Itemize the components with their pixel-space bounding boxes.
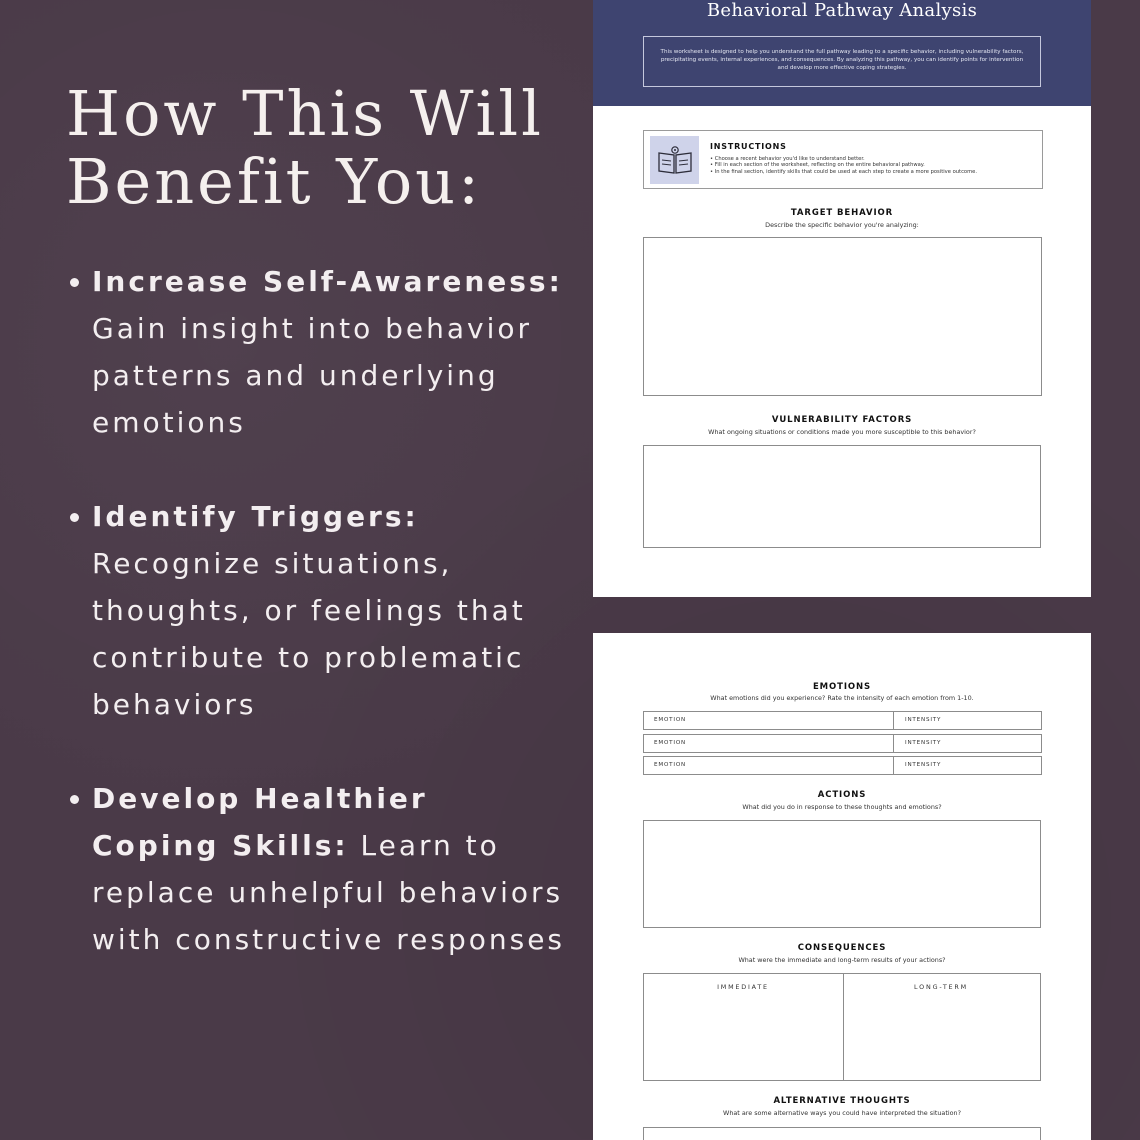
immediate-column: IMMEDIATE — [717, 983, 769, 991]
headline — [66, 77, 566, 218]
benefit-text: Gain insight into behavior patterns and underlying emotions — [92, 312, 533, 439]
emotion-row[interactable] — [643, 756, 1042, 775]
benefit-item — [66, 258, 566, 446]
instruction-item: • Fill in each section of the worksheet, reflecting on the entire behavioral pathway. — [710, 162, 977, 168]
actions-subtitle: What did you do in response to these thoughts and emotions? — [742, 803, 942, 811]
consequences-title: CONSEQUENCES — [797, 943, 887, 953]
benefit-text: Recognize situations, thoughts, or feelings that contribute to problematic behaviors — [92, 547, 526, 721]
emotions-subtitle: What emotions did you experience? Rate the intensity of each emotion from 1-10. — [710, 694, 974, 702]
instructions-box — [643, 130, 1043, 189]
headline-line2: Benefit You: — [66, 145, 482, 218]
emotion-row[interactable] — [643, 734, 1042, 753]
emotions-title: EMOTIONS — [812, 682, 872, 692]
target-behavior-field[interactable] — [643, 237, 1042, 396]
emotion-row[interactable] — [643, 711, 1042, 730]
consequences-subtitle: What were the immediate and long-term results of your actions? — [738, 956, 946, 964]
benefits-list — [66, 258, 566, 963]
benefit-item — [66, 775, 566, 963]
emotion-label: EMOTION — [654, 740, 687, 746]
emotion-label: EMOTION — [654, 717, 687, 723]
alternative-thoughts-subtitle: What are some alternative ways you could have interpreted the situation? — [723, 1109, 961, 1117]
instructions-title: INSTRUCTIONS — [710, 142, 787, 151]
alternative-thoughts-title: ALTERNATIVE THOUGHTS — [773, 1096, 911, 1106]
benefit-title: Identify Triggers: — [92, 500, 419, 533]
actions-title: ACTIONS — [817, 790, 867, 800]
worksheet-page-1 — [593, 0, 1091, 597]
worksheet-page-2 — [593, 633, 1091, 1140]
benefit-title: Develop Healthier Coping Skills: — [92, 782, 428, 862]
actions-field[interactable] — [643, 820, 1041, 928]
vulnerability-subtitle: What ongoing situations or conditions made you more susceptible to this behavior? — [708, 428, 976, 436]
instruction-item: • Choose a recent behavior you'd like to understand better. — [710, 156, 977, 162]
benefit-item — [66, 493, 566, 728]
alternative-thoughts-field[interactable] — [643, 1127, 1041, 1140]
consequences-table[interactable] — [643, 973, 1041, 1081]
headline-line1: How This Will — [66, 77, 544, 150]
worksheet-header — [593, 0, 1091, 106]
benefits-panel — [66, 77, 566, 1010]
vulnerability-field[interactable] — [643, 445, 1041, 548]
vulnerability-title: VULNERABILITY FACTORS — [771, 415, 913, 425]
worksheet-intro: This worksheet is designed to help you understand the full pathway leading to a specific behavior, including vulnerability factors, precipitating events, internal experiences, and consequences. By analyzing this pathway, you can identify points for intervention and develop more effective coping strategies. — [643, 36, 1041, 87]
worksheet-title: Behavioral Pathway Analysis — [706, 0, 978, 21]
long-term-column: LONG-TERM — [914, 983, 968, 991]
intensity-label: INTENSITY — [905, 740, 942, 746]
target-behavior-subtitle: Describe the specific behavior you're analyzing: — [765, 221, 919, 229]
benefit-text: Learn to replace unhelpful behaviors with constructive responses — [92, 829, 566, 956]
instruction-item: • In the final section, identify skills that could be used at each step to create a more positive outcome. — [710, 169, 977, 175]
emotion-label: EMOTION — [654, 762, 687, 768]
book-gear-icon — [650, 136, 699, 184]
intensity-label: INTENSITY — [905, 762, 942, 768]
intensity-label: INTENSITY — [905, 717, 942, 723]
benefit-title: Increase Self-Awareness: — [92, 265, 563, 298]
target-behavior-title: TARGET BEHAVIOR — [790, 208, 894, 218]
instructions-list — [710, 156, 977, 175]
